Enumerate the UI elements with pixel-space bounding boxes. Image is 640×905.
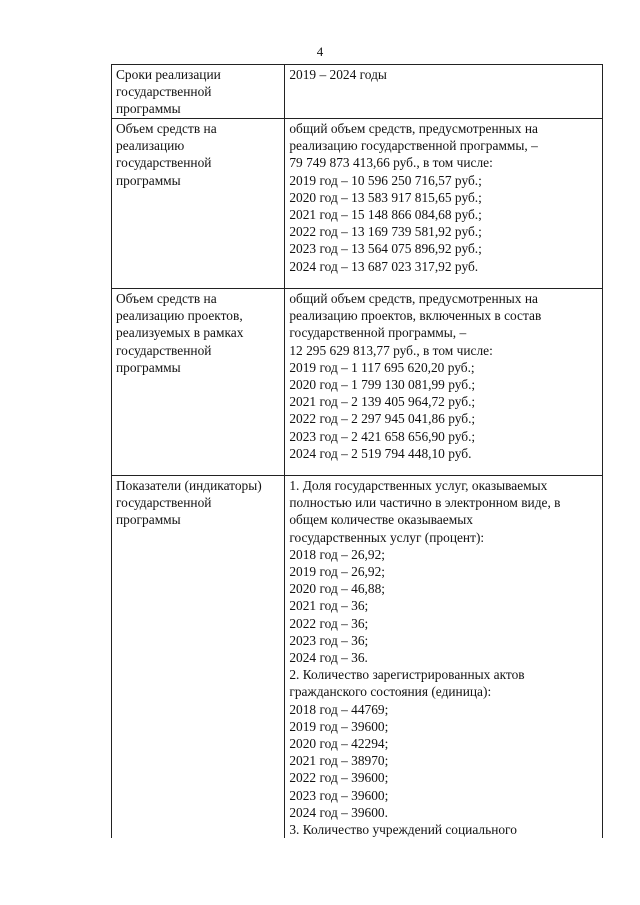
table-row-projects-funding [112, 289, 603, 476]
table-row-program-funding [112, 119, 603, 289]
program-passport-table [111, 64, 603, 838]
row-label-line: Сроки реализации [116, 67, 221, 82]
table-row-implementation-period [112, 65, 603, 119]
row-label-cell [112, 65, 285, 119]
row-value-line: 79 749 873 413,66 руб., в том числе: [289, 155, 493, 171]
row-value-cell [285, 289, 603, 476]
row-value-line: государственной программы, – [289, 325, 467, 341]
row-value-line: 2022 год – 36; [289, 615, 369, 631]
row-value-line: 2019 год – 10 596 250 716,57 руб.; [289, 172, 482, 188]
row-label-line: Объем средств на [116, 291, 217, 306]
row-label-line: программы [116, 512, 181, 528]
row-value-line: 2022 год – 2 297 945 041,86 руб.; [289, 411, 476, 427]
row-value-line: 2024 год – 13 687 023 317,92 руб. [289, 258, 479, 274]
row-value-line: 2022 год – 13 169 739 581,92 руб.; [289, 224, 482, 240]
row-label-cell [112, 119, 285, 289]
row-value-line: 12 295 629 813,77 руб., в том числе: [289, 342, 493, 358]
page-number: 4 [316, 44, 324, 59]
row-value-line: 2021 год – 15 148 866 084,68 руб.; [289, 207, 482, 223]
table-row-indicators [112, 476, 603, 839]
row-label-line: Объем средств на [116, 121, 217, 136]
row-label-line: реализуемых в рамках [116, 325, 244, 341]
row-value-line: 2024 год – 36. [289, 650, 368, 666]
row-value-line: 3. Количество учреждений социального [289, 822, 517, 838]
row-value-line: 2024 год – 2 519 794 448,10 руб. [289, 445, 472, 461]
row-label-line: Показатели (индикаторы) [116, 478, 262, 493]
row-label-line: государственной [116, 495, 212, 511]
row-label-line: программы [116, 101, 181, 117]
row-value-line: 2. Количество зарегистрированных актов [289, 667, 525, 683]
row-value-line: 2021 год – 38970; [289, 753, 389, 769]
row-value-line: 2021 год – 2 139 405 964,72 руб.; [289, 394, 476, 410]
row-label-line: государственной [116, 155, 212, 171]
row-label-line: программы [116, 172, 181, 188]
row-value-line: гражданского состояния (единица): [289, 684, 492, 700]
row-label-line: программы [116, 359, 181, 375]
row-value-line: 2018 год – 26,92; [289, 546, 385, 562]
row-value-line: 2024 год – 39600. [289, 804, 388, 820]
row-value-line: 2020 год – 42294; [289, 736, 389, 752]
row-value-line: 2021 год – 36; [289, 598, 369, 614]
row-label-cell [112, 476, 285, 839]
row-value-line: 2018 год – 44769; [289, 701, 389, 717]
row-value-line: 2019 – 2024 годы [289, 67, 387, 82]
row-value-line: государственных услуг (процент): [289, 529, 485, 545]
row-value-line: общий объем средств, предусмотренных на [289, 121, 538, 136]
row-value-cell [285, 65, 603, 119]
row-value-line: 2023 год – 13 564 075 896,92 руб.; [289, 241, 482, 257]
row-value-line: 2023 год – 2 421 658 656,90 руб.; [289, 428, 476, 444]
row-value-line: реализацию государственной программы, – [289, 138, 538, 154]
row-value-line: 1. Доля государственных услуг, оказываемых [289, 478, 548, 493]
row-value-line: общий объем средств, предусмотренных на [289, 291, 538, 306]
row-value-cell [285, 119, 603, 289]
row-value-line: реализацию проектов, включенных в состав [289, 308, 542, 324]
row-value-line: 2019 год – 1 117 695 620,20 руб.; [289, 359, 475, 375]
row-value-line: 2023 год – 39600; [289, 787, 389, 803]
row-value-line: 2020 год – 1 799 130 081,99 руб.; [289, 377, 476, 393]
row-value-line: полностью или частично в электронном виде, в [289, 495, 561, 511]
row-label-line: государственной [116, 84, 212, 100]
row-value-line: 2022 год – 39600; [289, 770, 389, 786]
row-label-line: государственной [116, 342, 212, 358]
row-label-line: реализацию [116, 138, 185, 154]
row-label-line: реализацию проектов, [116, 308, 243, 324]
row-label-cell [112, 289, 285, 476]
row-value-line: 2019 год – 39600; [289, 718, 389, 734]
row-value-line: 2020 год – 13 583 917 815,65 руб.; [289, 189, 482, 205]
row-value-line: общем количестве оказываемых [289, 512, 473, 528]
row-value-line: 2023 год – 36; [289, 632, 369, 648]
row-value-line: 2019 год – 26,92; [289, 564, 385, 580]
row-value-line: 2020 год – 46,88; [289, 581, 385, 597]
row-value-cell [285, 476, 603, 839]
